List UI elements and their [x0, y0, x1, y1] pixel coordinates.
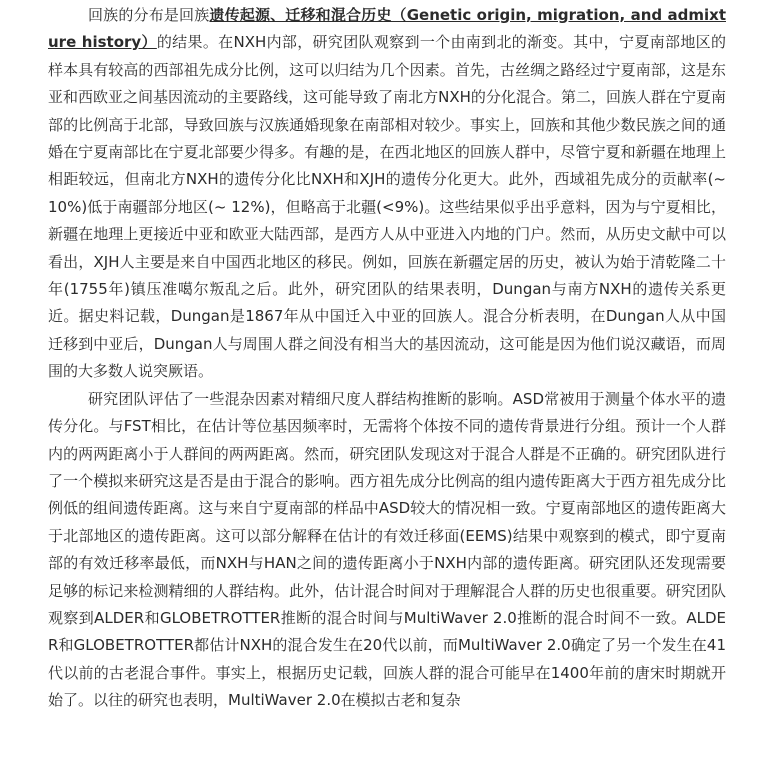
genetic-origin-link[interactable]: 遗传起源、迁移和混合历史（Genetic origin, migration, and admixture history）	[48, 6, 726, 52]
article-body	[48, 0, 726, 715]
paragraph-distribution	[48, 0, 726, 386]
paragraph-lead-text: 回族的分布是回族	[88, 6, 210, 24]
paragraph-body-text: 的结果。在NXH内部，研究团队观察到一个由南到北的渐变。其中，宁夏南部地区的样本具有较高的西部祖先成分比例，这可以归结为几个因素。首先，古丝绸之路经过宁夏南部，这是东亚和西欧亚之间基因流动的主要路线，这可能导致了南北方NXH的分化混合。第二，回族人群在宁夏南部的比例高于北部，导致回族与汉族通婚现象在南部相对较少。事实上，回族和其他少数民族之间的通婚在宁夏南部比在宁夏北部要少得多。有趣的是，在西北地区的回族人群中，尽管宁夏和新疆在地理上相距较远，但南北方NXH的遗传分化比NXH和XJH的遗传分化更大。此外，西域祖先成分的贡献率(~ 10%)低于南疆部分地区(~ 12%)，但略高于北疆(<9%)。这些结果似乎出乎意料，因为与宁夏相比，新疆在地理上更接近中亚和欧亚大陆西部，是西方人从中亚进入内地的门户。然而，从历史文献中可以看出，XJH人主要是来自中国西北地区的移民。例如，回族在新疆定居的历史，被认为始于清乾隆二十年(1755年)镇压准噶尔叛乱之后。此外，研究团队的结果表明，Dungan与南方NXH的遗传关系更近。据史料记载，Dungan是1867年从中国迁入中亚的回族人。混合分析表明，在Dungan人从中国迁移到中亚后，Dungan人与周围人群之间没有相当大的基因流动，这可能是因为他们说汉藏语，而周围的大多数人说突厥语。	[48, 33, 727, 381]
paragraph-body-text: 研究团队评估了一些混杂因素对精细尺度人群结构推断的影响。ASD常被用于测量个体水平的遗传分化。与FST相比，在估计等位基因频率时，无需将个体按不同的遗传背景进行分组。预计一个人群内的两两距离小于人群间的两两距离。然而，研究团队发现这对于混合人群是不正确的。研究团队进行了一个模拟来研究这是否是由于混合的影响。西方祖先成分比例高的组内遗传距离大于西方祖先成分比例低的组间遗传距离。这与来自宁夏南部的样品中ASD较大的情况相一致。宁夏南部地区的遗传距离大于北部地区的遗传距离。这可以部分解释在估计的有效迁移面(EEMS)结果中观察到的模式，即宁夏南部的有效迁移率最低，而NXH与HAN之间的遗传距离小于NXH内部的遗传距离。研究团队还发现需要足够的标记来检测精细的人群结构。此外，估计混合时间对于理解混合人群的历史也很重要。研究团队观察到ALDER和GLOBETROTTER推断的混合时间与MultiWaver 2.0推断的混合时间不一致。ALDER和GLOBETROTTER都估计NXH的混合发生在20代以前，而MultiWaver 2.0确定了另一个发生在41代以前的古老混合事件。事实上，根据历史记载，回族人群的混合可能早在1400年前的唐宋时期就开始了。以往的研究也表明，MultiWaver 2.0在模拟古老和复杂	[48, 389, 726, 710]
paragraph-confounding-factors	[48, 386, 726, 715]
